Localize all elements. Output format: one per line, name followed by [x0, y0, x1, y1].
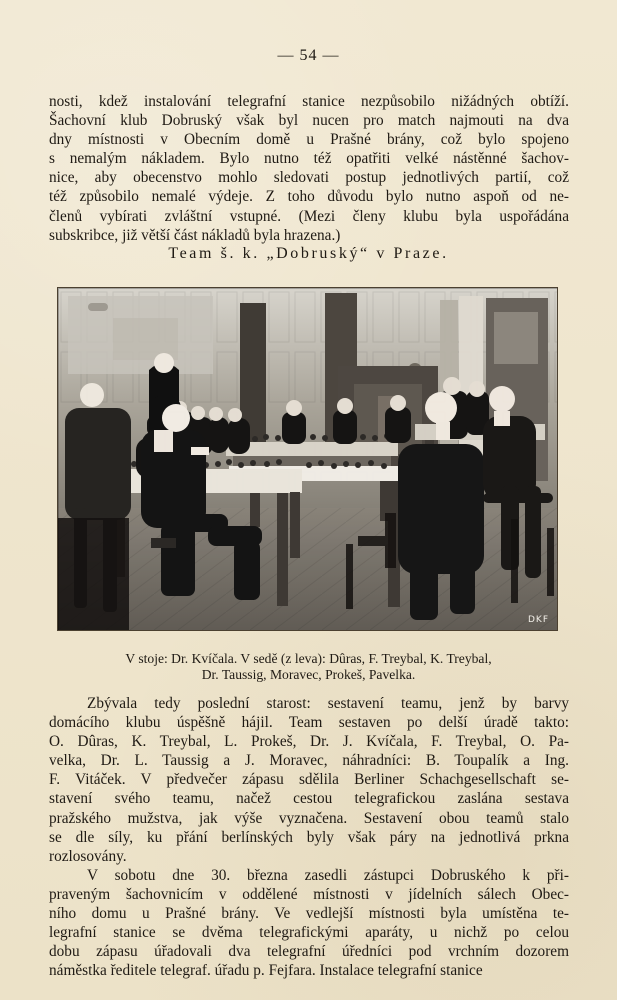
page-number: — 54 —	[277, 47, 340, 64]
text-line: subskribce, již větší část nákladů byla hrazena.)	[49, 226, 341, 244]
text-line: velka, Dr. L. Taussig a J. Moravec, náhradníci: B. Toupalík a Ing.	[49, 752, 569, 770]
text-line: legrafní stanice se dvěma telegrafickými aparáty, u nichž po celou	[49, 924, 569, 942]
text-line: ního domu u Prašné brány. Ve vedlejší místnosti byla umístěna te-	[49, 905, 569, 923]
text-line: domácího klubu úspěšně hájil. Team sestaven po delší úradě takto:	[49, 714, 569, 732]
text-line: náměstka ředitele telegraf. úřadu p. Fejfara. Instalace telegrafní stanice	[49, 962, 483, 980]
photo-mark: DKF	[527, 615, 549, 625]
text-line: dobu zápasu úřadovali dva telegrafní úředníci pod vrchním dozorem	[49, 943, 569, 961]
team-photo	[57, 287, 558, 631]
text-line: nosti, kdež instalování telegrafní stanice nezpůsobilo nižádných obtíží.	[49, 93, 569, 110]
caption-line: Dr. Taussig, Moravec, Prokeš, Pavelka.	[201, 667, 416, 682]
top-paragraph	[49, 92, 569, 245]
photo-caption	[40, 651, 577, 683]
text-line: dny místnosti v Obecním domě u Prašné brány, což bylo spojeno	[49, 131, 569, 149]
text-line: O. Dûras, K. Treybal, L. Prokeš, Dr. J. Kvíčala, F. Treybal, O. Pa-	[49, 733, 569, 751]
text-line: praveným šachovnicím v oddělené místnosti v jídelních sálech Obec-	[49, 885, 569, 903]
text-line: nice, aby obecenstvo mohlo sledovati postup jednotlivých partií, což	[49, 169, 569, 187]
text-line: stavení svého teamu, načež cestou telegrafickou zaslána sestava	[49, 790, 569, 808]
team-heading: Team š. k. „Dobruský“ v Praze.	[168, 245, 449, 262]
text-line: se dle síly, ku přání berlínských byly však páry na jednotlivá prkna	[49, 828, 569, 846]
text-line: rozlosovány.	[49, 847, 127, 865]
text-line: F. Vitáček. V předvečer zápasu sdělila Berliner Schachgesellschaft se-	[49, 771, 569, 789]
text-line: Zbývala tedy poslední starost: sestavení teamu, jenž by barvy	[87, 695, 569, 712]
text-line: s nemalým nákladem. Bylo nutno též opatřiti velké nástěnné šachov-	[49, 150, 569, 168]
text-line: též způsobilo nemalé výdeje. Z toho důvodu bylo nutno aspoň od ne-	[49, 188, 569, 206]
text-line: V sobotu dne 30. března zasedli zástupci Dobruského k při-	[87, 866, 569, 884]
team-photo-drawing	[58, 288, 558, 631]
text-line: členů vybírati zvláštní vstupné. (Mezi členy klubu byla uspořádána	[49, 207, 569, 225]
text-line: Šachovní klub Dobruský však byl nucen pro match najmouti na dva	[49, 112, 569, 130]
caption-line: V stoje: Dr. Kvíčala. V sedě (z leva): Dûras, F. Treybal, K. Treybal,	[125, 651, 492, 666]
text-line: pražského mužstva, jak výše vyznačena. Sestavení obou teamů stalo	[49, 809, 569, 827]
bottom-paragraph	[49, 694, 569, 980]
